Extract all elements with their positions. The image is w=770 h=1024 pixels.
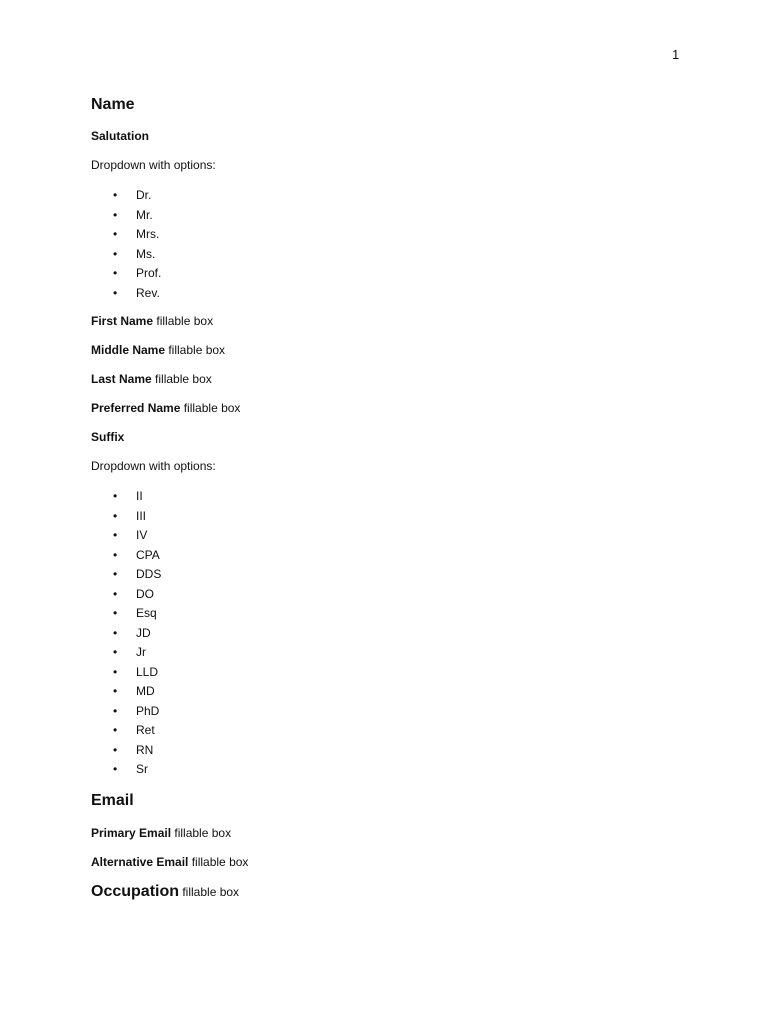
salutation-option [91,245,161,265]
suffix-option-text: II [136,489,143,503]
bullet-icon: • [113,227,118,241]
suffix-option-text: DO [136,586,154,601]
suffix-option [91,721,161,741]
name-section-heading: Name [91,96,135,113]
last-name-line [91,371,212,387]
suffix-option [91,624,161,644]
salutation-option [91,264,161,284]
salutation-option-text: Rev. [136,285,160,300]
suffix-description: Dropdown with options: [91,459,216,473]
suffix-option [91,585,161,605]
salutation-option-text: Prof. [136,266,162,280]
bullet-icon: • [113,723,118,737]
bullet-icon: • [113,606,118,620]
suffix-option [91,682,161,702]
suffix-option-text: MD [136,684,155,698]
occupation-section-heading: Occupation [91,883,180,900]
bullet-icon: • [113,703,118,718]
page-number: 1 [672,47,680,62]
bullet-icon: • [113,547,118,562]
suffix-option-text: Esq [136,606,157,620]
bullet-icon: • [113,508,118,523]
suffix-option-text: Ret [136,723,155,737]
suffix-option [91,741,161,761]
suffix-option-text: Sr [136,762,148,776]
bullet-icon: • [113,664,118,679]
occupation-hint: fillable box [179,885,240,899]
salutation-option-text: Mrs. [136,227,160,241]
bullet-icon: • [113,684,118,698]
primary-email-label: Primary Email [91,826,172,840]
bullet-icon: • [113,188,118,202]
bullet-icon: • [113,645,118,659]
preferred-name-label: Preferred Name [91,401,181,415]
suffix-options-list [91,487,161,780]
suffix-label-line [91,429,124,445]
primary-email-hint: fillable box [171,826,232,840]
suffix-option [91,663,161,683]
salutation-option [91,186,161,206]
suffix-option-text: Jr [136,645,146,659]
suffix-option-text: LLD [136,664,159,679]
occupation-line [91,884,239,900]
salutation-option-text: Dr. [136,188,152,202]
salutation-option [91,284,161,304]
bullet-icon: • [113,266,118,280]
bullet-icon: • [113,625,118,640]
salutation-description: Dropdown with options: [91,158,216,172]
suffix-option [91,526,161,546]
suffix-option-text: RN [136,742,154,757]
suffix-option [91,760,161,780]
middle-name-label: Middle Name [91,343,166,357]
bullet-icon: • [113,586,118,601]
preferred-name-hint: fillable box [180,401,241,415]
suffix-option-text: DDS [136,567,162,581]
last-name-label: Last Name [91,372,152,386]
bullet-icon: • [113,742,118,757]
bullet-icon: • [113,528,118,542]
suffix-option [91,565,161,585]
suffix-option-text: IV [136,528,148,542]
middle-name-line [91,342,225,358]
bullet-icon: • [113,285,118,300]
suffix-option [91,604,161,624]
first-name-line [91,313,213,329]
bullet-icon: • [113,762,118,776]
salutation-option [91,225,161,245]
salutation-option [91,206,161,226]
suffix-option [91,487,161,507]
bullet-icon: • [113,207,118,222]
suffix-option-text: CPA [136,547,160,562]
suffix-option-text: PhD [136,703,160,718]
first-name-label: First Name [91,314,154,328]
salutation-options-list [91,186,161,303]
salutation-label-line [91,128,149,144]
suffix-option [91,702,161,722]
email-section-heading: Email [91,792,134,809]
suffix-option-text: JD [136,625,151,640]
suffix-label: Suffix [91,430,125,444]
salutation-option-text: Mr. [136,207,153,222]
bullet-icon: • [113,489,118,503]
suffix-option [91,507,161,527]
suffix-option [91,546,161,566]
suffix-option-text: III [136,508,147,523]
salutation-label: Salutation [91,129,150,143]
alternative-email-hint: fillable box [188,855,249,869]
alternative-email-label: Alternative Email [91,855,189,869]
bullet-icon: • [113,246,118,261]
suffix-option [91,643,161,663]
bullet-icon: • [113,567,118,581]
preferred-name-line [91,400,240,416]
middle-name-hint: fillable box [165,343,226,357]
primary-email-line [91,825,231,841]
salutation-option-text: Ms. [136,246,156,261]
first-name-hint: fillable box [153,314,214,328]
alternative-email-line [91,854,248,870]
last-name-hint: fillable box [151,372,212,386]
